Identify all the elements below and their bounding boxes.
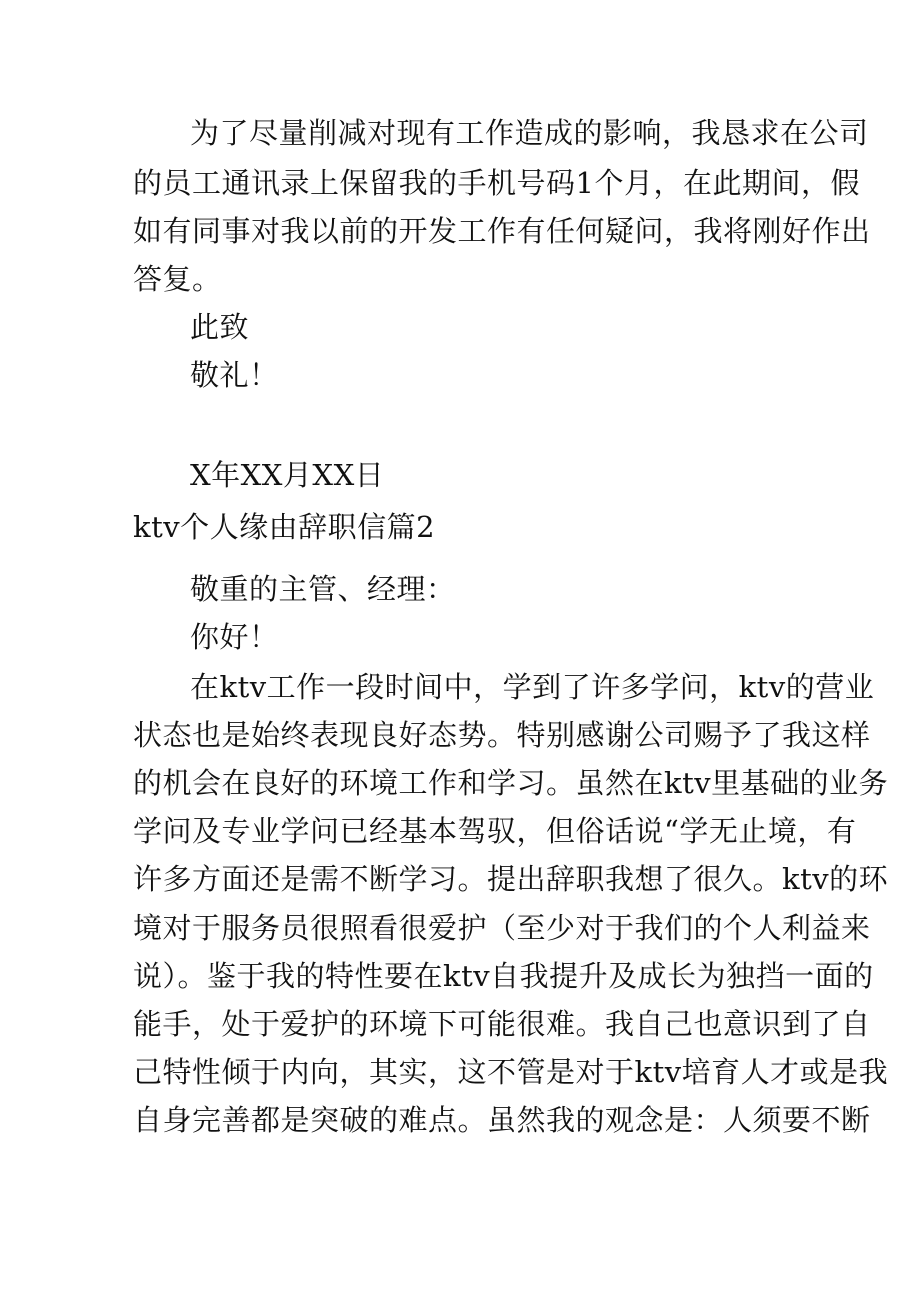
paragraph-1-line-2: 的员工通讯录上保留我的手机号码1个月，在此期间，假 bbox=[133, 166, 860, 200]
paragraph-2-line-3: 的机会在良好的环境工作和学习。虽然在ktv里基础的业务 bbox=[133, 766, 889, 800]
paragraph-2-line-2: 状态也是始终表现良好态势。特别感谢公司赐予了我这样 bbox=[133, 718, 871, 752]
paragraph-1-line-1: 为了尽量削减对现有工作造成的影响，我恳求在公司 bbox=[190, 116, 869, 150]
paragraph-2-line-4: 学问及专业学问已经基本驾驭，但俗话说“学无止境，有 bbox=[133, 814, 857, 848]
paragraph-1-line-3: 如有同事对我以前的开发工作有任何疑问，我将刚好作出 bbox=[133, 214, 871, 248]
paragraph-2-line-1: 在ktv工作一段时间中，学到了许多学问，ktv的营业 bbox=[190, 670, 875, 704]
section-heading: ktv个人缘由辞职信篇2 bbox=[133, 510, 436, 544]
date-line: X年XX月XX日 bbox=[190, 458, 385, 492]
paragraph-2-line-9: 己特性倾于内向，其实，这不管是对于ktv培育人才或是我 bbox=[133, 1055, 889, 1089]
paragraph-2-line-10: 自身完善都是突破的难点。虽然我的观念是：人须要不断 bbox=[133, 1103, 871, 1137]
paragraph-2-line-6: 境对于服务员很照看很爱护（至少对于我们的个人利益来 bbox=[133, 911, 871, 945]
paragraph-2-line-7: 说）。鉴于我的特性要在ktv自我提升及成长为独挡一面的 bbox=[133, 959, 874, 993]
salutation: 敬重的主管、经理： bbox=[190, 572, 456, 606]
greeting: 你好！ bbox=[190, 620, 279, 654]
closing-line-1: 此致 bbox=[190, 310, 250, 344]
paragraph-1-line-4: 答复。 bbox=[133, 262, 222, 296]
paragraph-2-line-5: 许多方面还是需不断学习。提出辞职我想了很久。ktv的环 bbox=[133, 862, 889, 896]
closing-line-2: 敬礼！ bbox=[190, 358, 279, 392]
paragraph-2-line-8: 能手，处于爱护的环境下可能很难。我自己也意识到了自 bbox=[133, 1007, 871, 1041]
